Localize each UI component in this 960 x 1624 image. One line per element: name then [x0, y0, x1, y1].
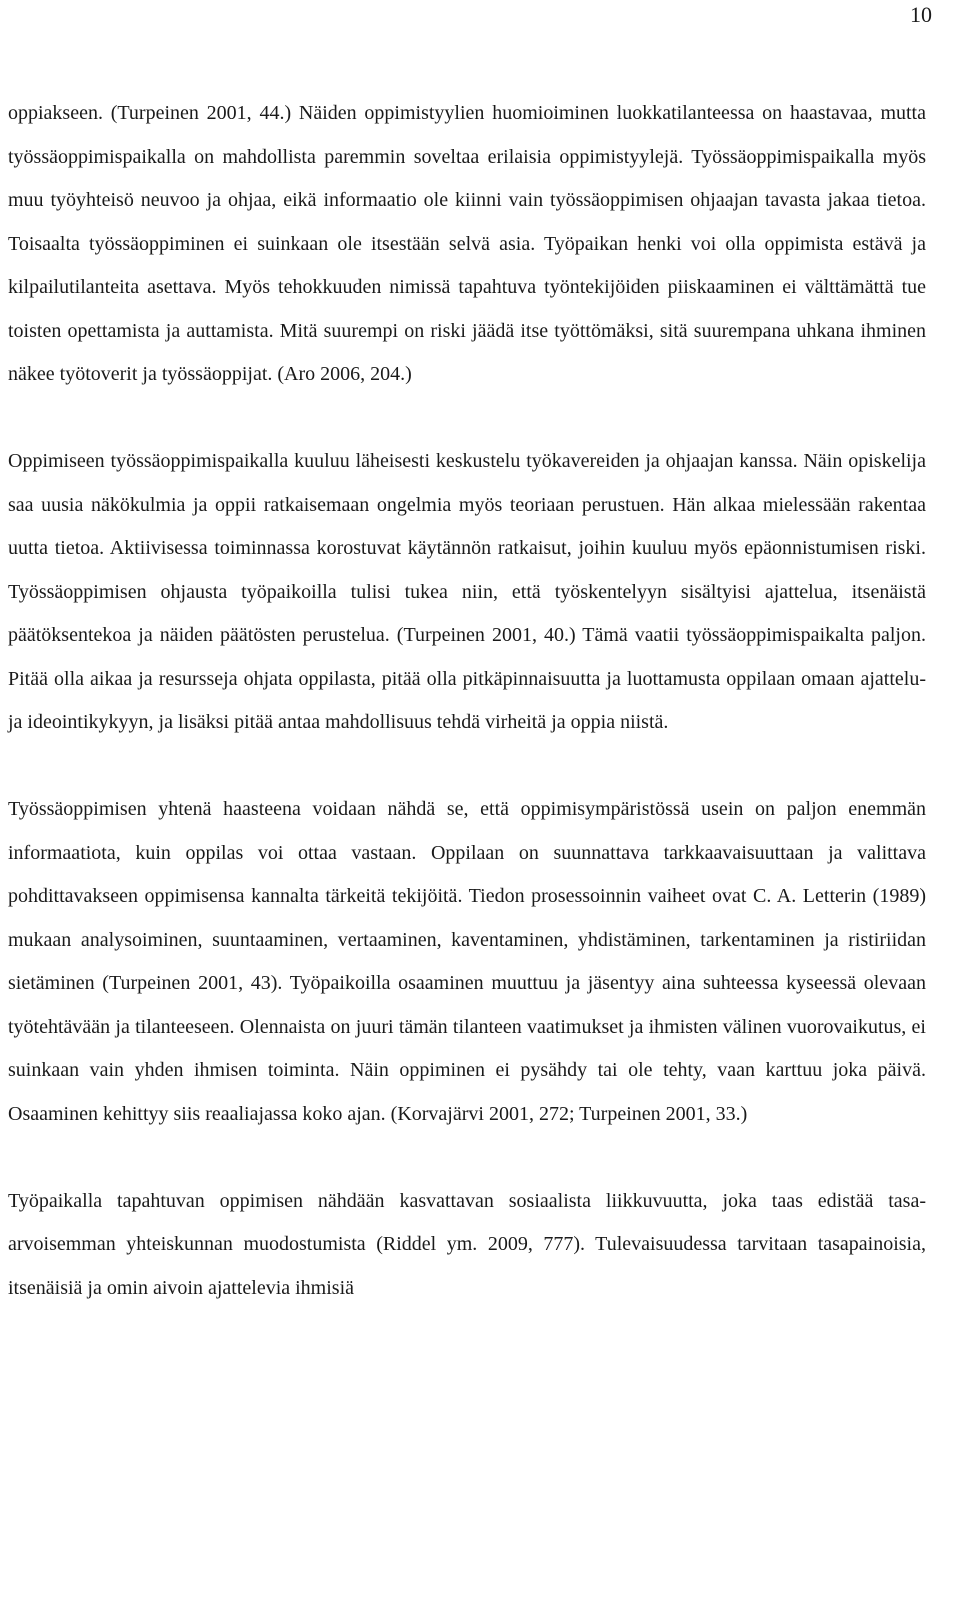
paragraph-3: Työssäoppimisen yhtenä haasteena voidaan nähdä se, että oppimisympäristössä usein on paljon enemmän informaatiota, kuin oppilas voi ottaa vastaan. Oppilaan on suunnattava tarkkaavaisuuttaan ja valittava pohdittavakseen oppimisensa kannalta tärkeitä tekijöitä. Tiedon prosessoinnin vaiheet ovat C. A. Letterin (1989) mukaan analysoiminen, suuntaaminen, vertaaminen, kaventaminen, yhdistäminen, tarkentaminen ja ristiriidan sietäminen (Turpeinen 2001, 43). Työpaikoilla osaaminen muuttuu ja jäsentyy aina suhteessa kyseessä olevaan työtehtävään ja tilanteeseen. Olennaista on juuri tämän tilanteen vaatimukset ja ihmisten välinen vuorovaikutus, ei suinkaan vain yhden ihmisen toiminta. Näin oppiminen ei pysähdy tai ole tehty, vaan karttuu joka päivä. Osaaminen kehittyy siis reaaliajassa koko ajan. (Korvajärvi 2001, 272; Turpeinen 2001, 33.) [8, 798, 926, 1125]
paragraph-spacer [8, 397, 926, 441]
paragraph-4: Työpaikalla tapahtuvan oppimisen nähdään kasvattavan sosiaalista liikkuvuutta, joka taas edistää tasa-arvoisemman yhteiskunnan muodostumista (Riddel ym. 2009, 777). Tulevaisuudessa tarvitaan tasapainoisia, itsenäisiä ja omin aivoin ajattelevia ihmisiä [8, 1189, 926, 1299]
paragraph-spacer [8, 1136, 926, 1180]
page-number: 10 [910, 2, 932, 27]
paragraph-1: oppiakseen. (Turpeinen 2001, 44.) Näiden oppimistyylien huomioiminen luokkatilanteessa on haastavaa, mutta työssäoppimispaikalla on mahdollista paremmin soveltaa erilaisia oppimistyylejä. Työssäoppimispaikalla myös muu työyhteisö neuvoo ja ohjaa, eikä informaatio ole kiinni vain työssäoppimisen ohjaajan tavasta jakaa tietoa. Toisaalta työssäoppiminen ei suinkaan ole itsestään selvä asia. Työpaikan henki voi olla oppimista estävä ja kilpailutilanteita asettava. Myös tehokkuuden nimissä tapahtuva työntekijöiden piiskaaminen ei välttämättä tue toisten opettamista ja auttamista. Mitä suurempi on riski jäädä itse työttömäksi, sitä suurempana uhkana ihminen näkee työtoverit ja työssäoppijat. (Aro 2006, 204.) [8, 102, 926, 385]
paragraph-2: Oppimiseen työssäoppimispaikalla kuuluu läheisesti keskustelu työkavereiden ja ohjaajan kanssa. Näin opiskelija saa uusia näkökulmia ja oppii ratkaisemaan ongelmia myös teoriaan perustuen. Hän alkaa mielessään rakentaa uutta tietoa. Aktiivisessa toiminnassa korostuvat käytännön ratkaisut, joihin kuuluu myös epäonnistumisen riski. Työssäoppimisen ohjausta työpaikoilla tulisi tukea niin, että työskentelyyn sisältyisi ajattelua, itsenäistä päätöksentekoa ja näiden päätösten perustelua. (Turpeinen 2001, 40.) Tämä vaatii työssäoppimispaikalta paljon. Pitää olla aikaa ja resursseja ohjata oppilasta, pitää olla pitkäpinnaisuutta ja luottamusta oppilaan omaan ajattelu- ja ideointikykyyn, ja lisäksi pitää antaa mahdollisuus tehdä virheitä ja oppia niistä. [8, 450, 926, 733]
paragraph-spacer [8, 745, 926, 789]
document-body [8, 92, 926, 1310]
